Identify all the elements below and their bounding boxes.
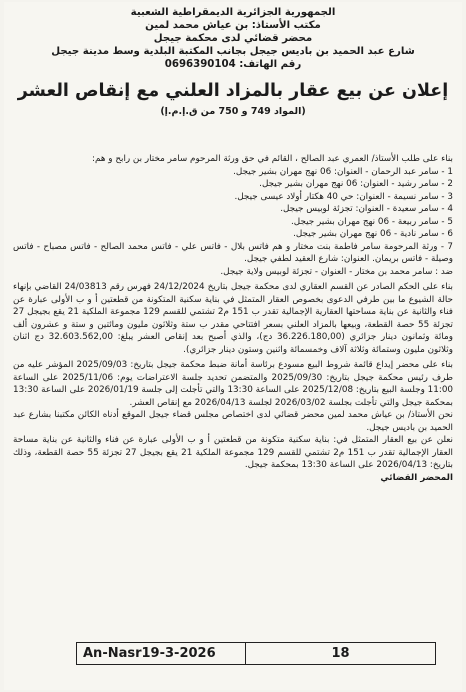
address-line: شارع عبد الحميد بن باديس جيجل بجانب المكتبة البلدية وسط مدينة جيجل — [51, 46, 415, 57]
page-number: 18 — [331, 646, 350, 661]
notice-body — [13, 153, 453, 484]
signature: المحضر القضائي — [380, 472, 453, 483]
heir-item: 4 - سامر سعيدة - العنوان: تجزئة لوبيس جيجل. — [280, 204, 453, 214]
heir-item: 1 - سامر عبد الرحمان - العنوان: 06 نهج مهران بشير جيجل. — [233, 166, 453, 177]
heir-item: 5 - سامر ربيعة - 06 نهج مهران بشير جيجل. — [290, 216, 453, 227]
phone-line — [4, 58, 462, 71]
office-line: مكتب الأستاذ: بن عياش محمد لمين — [145, 20, 321, 31]
judgment-paragraph: بناء على الحكم الصادر عن القسم العقاري لدى محكمة جيجل بتاريخ 24/12/2024 فهرس رقم 24/03813 القاضي بإنهاء حالة الشيوع ما بين طرفي الدعوى بخصوص العقار المتمثل في بناية سكنية المتكونة من قطعتين أ و ب الأولى عبارة عن فناء والثانية عن بناية مساحتها العقارية الإجمالية تقدر ب 151 م2 تشتمي للقسم 129 مجموعة الملكية 21 يقع بجيجل 27 تجزئة 55 حصة القطعة، وبيعها بالمزاد العلني بسعر افتتاحي مقدر ب ستة وثلاثون مليون ومائتين و ستة و عشرون ألف ومائة وثمانون دينار جزائري (36.226.180,00 دج)، والذي أصبح بعد إنقاص العشر يبلغ: 32.603.562,00 دج اثنان وثلاثون مليون وستمائة وثلاثة آلاف وخمسمائة واثنين وستون دينار جزائري). — [13, 282, 453, 355]
notice-title: إعلان عن بيع عقار بالمزاد العلني مع إنقاص العشر — [17, 81, 449, 101]
bailiff-paragraph: نحن الأستاذ/ بن عياش محمد لمين محضر قضائي لدى اختصاص مجلس قضاء جيجل الموقع أدناه الكائن مكتبنا بشارع عبد الحميد بن باديس جيجل. — [13, 410, 453, 433]
phone-number: 0696390104 — [164, 59, 236, 70]
heir-item: 3 - سامر نسيمة - العنوان: حي 40 هكتار أولاد عيسى جيجل. — [234, 191, 453, 202]
notice-subtitle: (المواد 749 و 750 من ق.إ.م.إ) — [160, 106, 306, 117]
heir-item: 7 - ورثة المرحومة سامر فاطمة بنت مختار و هم فاتس بلال - فاتس علي - فاتس محمد الصالح - فاتس مصباح - فاتس وصيلة - فاتس بريمان. العنوان: شارع العقيد لطفي جيجل. — [13, 241, 453, 264]
court-line: محضر قضائي لدى محكمة جيجل — [153, 33, 313, 44]
intro-paragraph: بناء على طلب الأستاذ/ العمري عبد الصالح ، القائم في حق ورثة المرحوم سامر مختار بن رابح و هم: — [92, 154, 453, 164]
phone-label: رقم الهاتف: — [239, 59, 302, 70]
sale-paragraph: نعلن عن بيع العقار المتمثل في: بناية سكنية متكونة من قطعتين أ و ب الأولى عبارة عن فناء والثانية عن بناية مساحة العقار الإجمالية تقدر ب 151 م2 تشتمي للقسم 129 مجموعة الملكية 21 يقع بجيجل 27 تجزئة 55 حصة القطعة، وذلك بتاريخ: 2026/04/13 على الساعة 13:30 بمحكمة جيجل. — [13, 435, 453, 470]
page-footer — [76, 642, 436, 665]
legal-notice-page — [4, 2, 462, 690]
heir-item: 6 - سامر نادية - 06 نهج مهران بشير جيجل. — [293, 229, 453, 239]
bailiff-header — [4, 2, 462, 71]
republic-line: الجمهورية الجزائرية الديمقراطية الشعبية — [130, 7, 336, 18]
heir-item: 2 - سامر رشيد - العنوان: 06 نهج مهران بشير جيجل. — [259, 179, 453, 189]
defendant-line: ضد : سامر محمد بن مختار - العنوان - تجزئة لوبيس ولاية جيجل. — [220, 266, 453, 277]
newspaper-date: An-Nasr19-3-2026 — [77, 643, 246, 664]
conditions-paragraph: بناء على محضر إيداع قائمة شروط البيع مسودع برئاسة أمانة ضبط محكمة جيجل بتاريخ: 2025/09/03 المؤشر عليه من طرف رئيس محكمة جيجل بتاريخ: 2025/09/30 والمتضمن تحديد جلسة الاعتراضات يوم: 2025/11/06 على الساعة 11:00 وجلسة البيع بتاريخ: 2025/12/08 على الساعة 13:30 والتي تأجلت إلى جلسة 2026/01/19 على الساعة 13:30 بمحكمة جيجل والتي تأجلت بجلسة 2026/03/02 لجلسة 2026/04/13 مع إنقاص العشر. — [13, 360, 454, 408]
